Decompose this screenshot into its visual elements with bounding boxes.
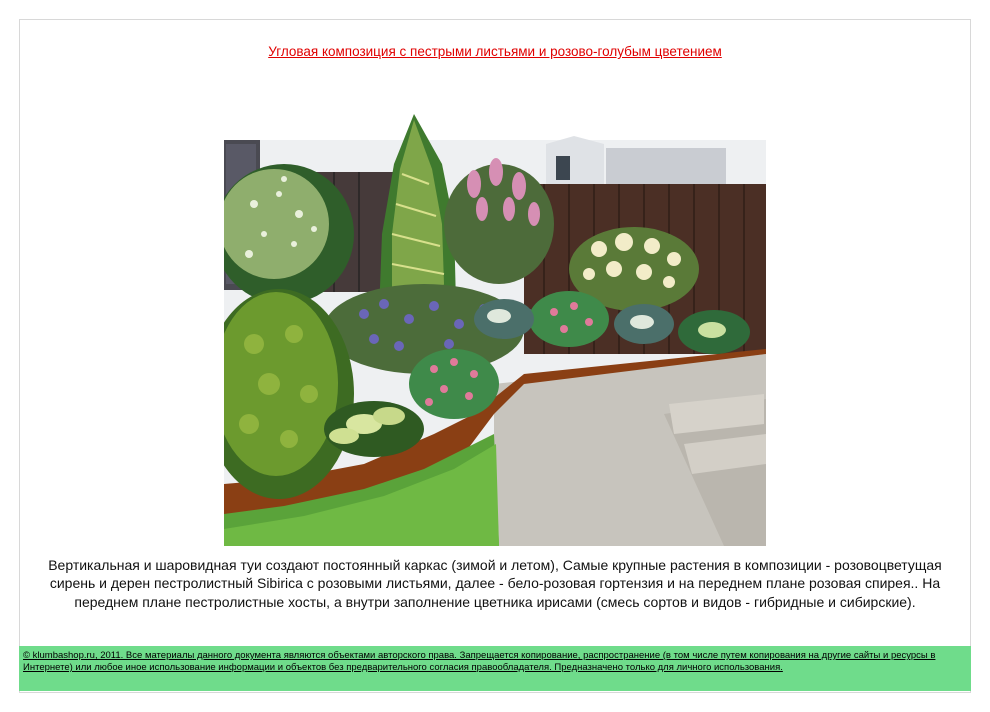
page-title[interactable] (19, 43, 971, 60)
page-title-link[interactable]: Угловая композиция с пестрыми листьями и розово-голубым цветением (268, 44, 722, 59)
copyright-footer (19, 646, 971, 691)
copyright-text[interactable]: © klumbashop.ru, 2011. Все материалы данного документа являются объектами авторского права. Запрещается копирование, распространение (в том числе путем копирования на другие сайты и ресурсы в Интернете) или любое иное использование информации и объектов без предварительного согласия правообладателя. Предназначено только для личного использования. (23, 650, 936, 673)
description-text: Вертикальная и шаровидная туи создают постоянный каркас (зимой и летом), Самые крупные растения в композиции - розовоцветущая сирень и дерен пестролистный Sibirica с розовыми листьями, далее - бело-розовая гортензия и на переднем плане розовая спирея.. На переднем плане пестролистные хосты, а внутри заполнение цветника ирисами (смесь сортов и видов - гибридные и сибирские). (48, 557, 942, 610)
garden-illustration (224, 84, 766, 546)
